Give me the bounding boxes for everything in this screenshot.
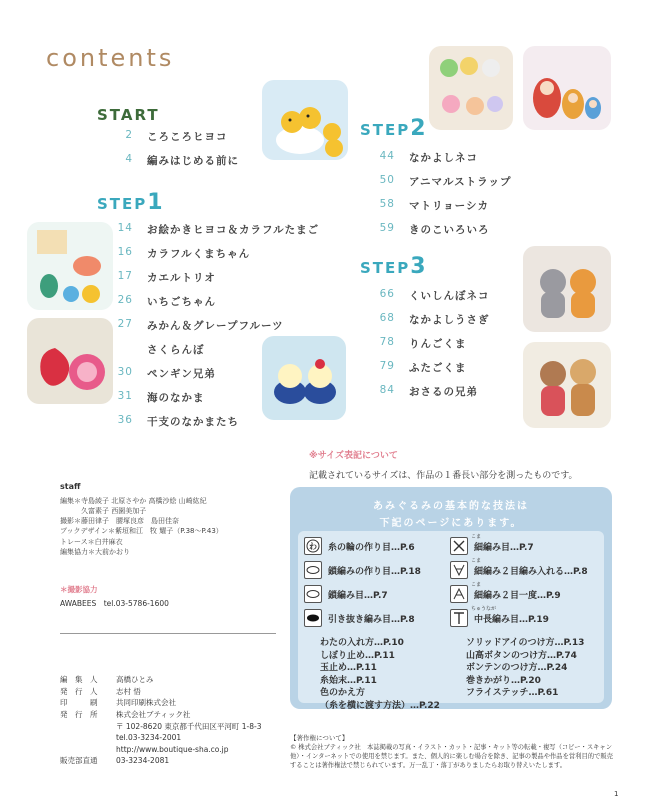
coop-heading: ＊撮影協力 [60,585,98,594]
step2-heading [360,116,428,141]
toc-title: いちごちゃん [147,296,216,308]
technique-box-head-1: あみぐるみの基本的な技法は [373,501,529,512]
photo-colorful-eggs [27,222,113,310]
colophon-label: 発 行 人 [60,686,98,696]
colophon-row [60,686,262,698]
staff-line: 編集協力＊大前かおり [60,547,130,556]
colophon-row [60,744,262,756]
straps-illustration [429,46,513,130]
ruby-single-1: こま [471,534,482,540]
toc-entry[interactable] [365,360,467,375]
copyright-text: © 株式会社ブティック社 本誌掲載の写真・イラスト・カット・記事・キット等の転載・複写（コピー・スキャン他）・インターネットでの使用を禁じます。また、個人的に楽しむ場合を除き、記事の製品や作品を営利目的で販売することは著作権法で禁じられています。万一乱丁・落丁がありましたらお取り替えいたします。 [290,744,613,770]
single-crochet-icon [450,537,468,555]
toc-title: ころころヒヨコ [147,131,228,143]
ruby-single-2: こま [471,558,482,564]
colophon-value: 高橋ひとみ [116,675,154,684]
colophon-value: 共同印刷株式会社 [116,698,176,708]
ruby-half: ちゅうなが [471,606,497,612]
photo-chicks [262,80,348,160]
colophon-row [60,674,262,686]
staff-line: 撮影＊藤田律子 腰塚良彦 島田佳奈 [60,517,179,526]
toc-page-number: 36 [117,414,133,426]
colophon-label [60,721,116,733]
step3-heading [360,254,428,279]
toc-title: ふたごくま [409,362,467,374]
toc-page-number: 26 [117,294,133,306]
colophon-label: 販売部直通 [60,756,98,766]
colophon-value: 〒 102-8620 東京都千代田区平河町 1-8-3 [116,721,262,731]
toc-page-number: 27 [117,318,133,330]
toc-page-number: 68 [379,312,395,324]
toc-entry[interactable] [365,288,490,303]
photo-monkeys [523,342,611,428]
colophon-row [60,721,262,733]
photo-penguins [262,336,346,420]
toc-title: なかよしネコ [409,152,478,164]
matryoshka-illustration [523,46,611,130]
technique-link[interactable]: 巻きかがり…P.20 [466,675,541,686]
toc-page-number: 4 [125,153,133,165]
technique-link[interactable]: 玉止め…P.11 [320,663,377,673]
colophon-row [60,755,262,767]
monkeys-illustration [523,342,611,428]
start-heading: START [97,106,160,124]
colophon-value: 株式会社ブティック社 [116,709,191,719]
photo-animal-straps [429,46,513,130]
toc-title: みかん＆グレープフルーツ [147,320,284,332]
svg-text:わ: わ [309,542,317,551]
symbol-row[interactable] [450,609,549,627]
photo-matryoshka [523,46,611,130]
symbol-text: 細編み目…P.7 [474,542,534,553]
coop-line: AWABEES tel.03-5786-1600 [60,599,169,608]
step3-number: 3 [410,254,428,279]
size-note-text: 記載されているサイズは、作品の１番長い部分を測ったものです。 [309,471,578,481]
toc-entry[interactable] [103,153,239,168]
toc-title: マトリョーシカ [409,200,489,212]
toc-page-number: 79 [379,360,395,372]
toc-page-number: 44 [379,150,395,162]
chick-illustration [262,80,348,160]
staff-line: ブックデザイン＊紫垣和江 牧 耀子（P.38～P.43） [60,527,223,536]
toc-title: お絵かきヒヨコ＆カラフルたまご [147,224,320,236]
copyright-heading: 【著作権について】 [290,734,349,742]
toc-entry[interactable] [103,342,205,357]
colophon-value: 志村 悟 [116,686,141,696]
toc-title: りんごくま [409,338,467,350]
toc-entry[interactable] [103,246,250,261]
toc-page-number: 31 [117,390,133,402]
symbol-text: 引き抜き編み目…P.8 [328,614,415,625]
staff-lines [60,496,223,557]
toc-entry[interactable] [365,198,489,213]
colophon-divider [60,633,276,634]
increase-icon [450,561,468,579]
toc-title: アニマルストラップ [409,176,512,188]
colophon-label [60,732,116,744]
eggs-illustration [27,222,113,310]
colophon-value: 03-3234-2081 [116,756,170,766]
toc-title: 干支のなかまたち [147,416,239,428]
symbol-row[interactable] [450,537,534,555]
colophon-label: 編 集 人 [60,675,98,684]
colophon-row [60,709,262,721]
technique-link[interactable]: ボンテンのつけ方…P.24 [466,663,568,673]
toc-entry[interactable] [103,390,205,405]
toc-entry[interactable] [103,222,319,237]
step1-number: 1 [147,190,165,215]
toc-entry[interactable] [365,174,511,189]
colophon-label: 発 行 所 [60,709,98,719]
toc-entry[interactable] [103,414,239,429]
toc-page-number: 66 [379,288,395,300]
technique-link[interactable]: しぼり止め…P.11 [320,650,395,661]
decrease-icon [450,585,468,603]
symbol-text: 鎖編み目…P.7 [328,590,388,601]
toc-title: おさるの兄弟 [409,386,478,398]
symbol-row[interactable] [304,585,388,603]
symbol-row[interactable] [304,561,421,579]
colophon-row [60,732,262,744]
symbol-row[interactable] [304,537,415,555]
colophon-label [60,744,116,756]
toc-page-number: 2 [125,129,133,141]
toc-entry[interactable] [365,384,478,399]
toc-entry[interactable] [103,318,284,333]
cats-illustration [523,246,611,332]
technique-link[interactable]: （糸を横に渡す方法）…P.22 [320,700,440,711]
staff-line: 久富素子 西園美加子 [60,507,147,516]
step3-label: STEP [360,259,411,277]
technique-link[interactable]: ソリッドアイのつけ方…P.13 [466,638,585,648]
toc-title: 編みはじめる前に [147,155,239,167]
staff-line: トレース＊白井麻衣 [60,537,123,546]
colophon-value: http://www.boutique-sha.co.jp [116,744,229,754]
fruits-illustration [27,318,113,404]
chain-stitch-icon [304,585,322,603]
toc-title: 海のなかま [147,392,205,404]
technique-box [290,487,612,709]
toc-entry[interactable] [365,222,490,237]
symbol-text: 糸の輪の作り目…P.6 [328,542,415,553]
toc-page-number: 59 [379,222,395,234]
page-number: 1 [614,790,619,798]
slip-stitch-icon [304,609,322,627]
colophon [60,674,262,767]
toc-title: きのこいろいろ [409,224,490,236]
symbol-text: 細編み２目編み入れる…P.8 [474,566,588,577]
toc-title: なかよしうさぎ [409,314,490,326]
toc-entry[interactable] [103,270,216,285]
technique-link[interactable]: わたの入れ方…P.10 [320,638,404,648]
photo-fruits [27,318,113,404]
half-double-icon [450,609,468,627]
penguins-illustration [262,336,346,420]
colophon-value: tel.03-3234-2001 [116,733,182,743]
technique-box-head-2: 下記のページにあります。 [379,518,523,529]
technique-link[interactable]: 山高ボタンのつけ方…P.74 [466,650,577,661]
toc-page-number: 58 [379,198,395,210]
toc-title: カラフルくまちゃん [147,248,251,260]
toc-entry[interactable] [365,336,467,351]
symbol-row[interactable] [450,585,561,603]
toc-page-number: 30 [117,366,133,378]
toc-entry[interactable] [103,129,228,144]
staff-line: 編集＊寺島綾子 北原さやか 高橋沙絵 山崎紘紀 [60,497,207,505]
toc-page-number: 84 [379,384,395,396]
step2-number: 2 [410,116,428,141]
page-title: contents [46,44,175,72]
technique-link[interactable]: フライステッチ…P.61 [466,688,559,698]
symbol-text: 鎖編みの作り目…P.18 [328,566,421,577]
toc-entry[interactable] [365,312,490,327]
step2-label: STEP [360,121,411,139]
step1-heading [97,190,165,215]
symbol-row[interactable] [304,609,415,627]
ruby-single-3: こま [471,582,482,588]
chain-icon [304,561,322,579]
photo-cats [523,246,611,332]
toc-title: カエルトリオ [147,272,216,284]
staff-heading: staff [60,482,81,491]
symbol-text: 細編み２目一度…P.9 [474,590,561,601]
toc-entry[interactable] [103,294,216,309]
ring-icon [304,537,322,555]
technique-link[interactable]: 色のかえ方 [320,688,366,698]
toc-title: ペンギン兄弟 [147,368,216,380]
symbol-text: 中長編み目…P.19 [474,614,549,625]
step1-label: STEP [97,195,148,213]
toc-page-number: 14 [117,222,133,234]
colophon-row [60,697,262,709]
toc-entry[interactable] [365,150,478,165]
toc-title: さくらんぼ [147,344,205,356]
toc-title: くいしんぼネコ [409,290,490,302]
toc-page-number: 78 [379,336,395,348]
toc-page-number: 16 [117,246,133,258]
colophon-label: 印 刷 [60,698,98,708]
size-note-heading: ※サイズ表記について [309,451,398,461]
technique-link[interactable]: 糸始末…P.11 [320,675,377,686]
toc-entry[interactable] [103,366,216,381]
toc-page-number: 50 [379,174,395,186]
toc-page-number: 17 [117,270,133,282]
